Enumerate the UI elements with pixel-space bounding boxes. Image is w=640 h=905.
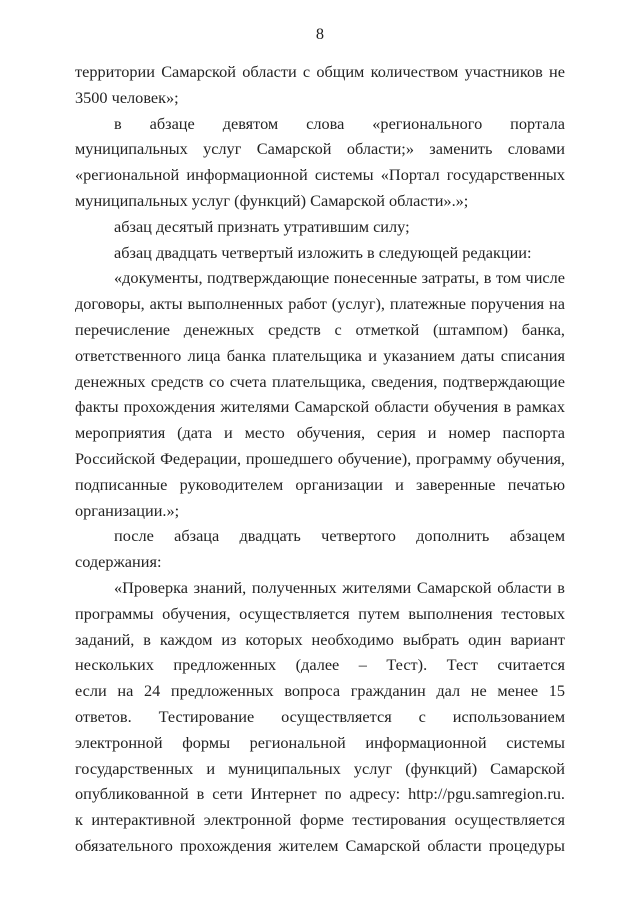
text-line: в абзаце девятом слова «регионального портала: [114, 113, 565, 133]
text-line: денежных средств со счета плательщика, сведения, подтверждающие: [75, 371, 565, 391]
text-line: подписанные руководителем организации и заверенные печатью: [75, 474, 565, 494]
text-line: «документы, подтверждающие понесенные затраты, в том числе: [114, 268, 565, 288]
text-line: территории Самарской области с общим количеством участников не: [75, 62, 565, 81]
text-line: к интерактивной электронной форме тестирования осуществляется: [75, 810, 565, 830]
text-line: абзац десятый признать утратившим силу;: [114, 216, 410, 236]
page-number: 8: [315, 24, 325, 43]
text-line: ответов. Тестирование осуществляется с использованием: [75, 706, 565, 726]
document-body: [75, 59, 565, 859]
text-line: муниципальных услуг Самарской области;» заменить словами: [75, 139, 565, 159]
text-line: 3500 человек»;: [75, 87, 179, 107]
text-line: программы обучения, осуществляется путем выполнения тестовых: [75, 603, 565, 623]
text-line: «Проверка знаний, полученных жителями Самарской области в: [114, 577, 565, 597]
text-line: перечисление денежных средств с отметкой (штампом) банка,: [75, 319, 565, 339]
text-line: если на 24 предложенных вопроса гражданин дал не менее 15: [75, 681, 565, 701]
text-line: заданий, в каждом из которых необходимо выбрать один вариант: [75, 629, 565, 649]
text-line: опубликованной в сети Интернет по адресу: http://pgu.samregion.ru.: [75, 784, 565, 804]
text-line: Российской Федерации, прошедшего обучение), программу обучения,: [75, 448, 565, 468]
text-line: «региональной информационной системы «Портал государственных: [75, 165, 565, 185]
text-line: ответственного лица банка плательщика и указанием даты списания: [75, 345, 565, 365]
text-line: абзац двадцать четвертый изложить в следующей редакции:: [114, 242, 532, 262]
text-line: государственных и муниципальных услуг (функций) Самарской: [75, 758, 565, 778]
text-line: мероприятия (дата и место обучения, серия и номер паспорта: [75, 423, 565, 443]
text-line: организации.»;: [75, 500, 180, 520]
text-line: договоры, акты выполненных работ (услуг), платежные поручения на: [75, 294, 565, 314]
text-line: обязательного прохождения жителем Самарской области процедуры: [75, 835, 565, 855]
text-line: факты прохождения жителями Самарской области обучения в рамках: [75, 397, 565, 417]
text-line: содержания:: [75, 552, 162, 572]
text-line: электронной формы региональной информационной системы: [75, 732, 565, 752]
text-line: нескольких предложенных (далее – Тест). Тест считается: [75, 655, 565, 675]
text-line: после абзаца двадцать четвертого дополнить абзацем: [114, 526, 565, 546]
text-line: муниципальных услуг (функций) Самарской области».»;: [75, 190, 469, 210]
